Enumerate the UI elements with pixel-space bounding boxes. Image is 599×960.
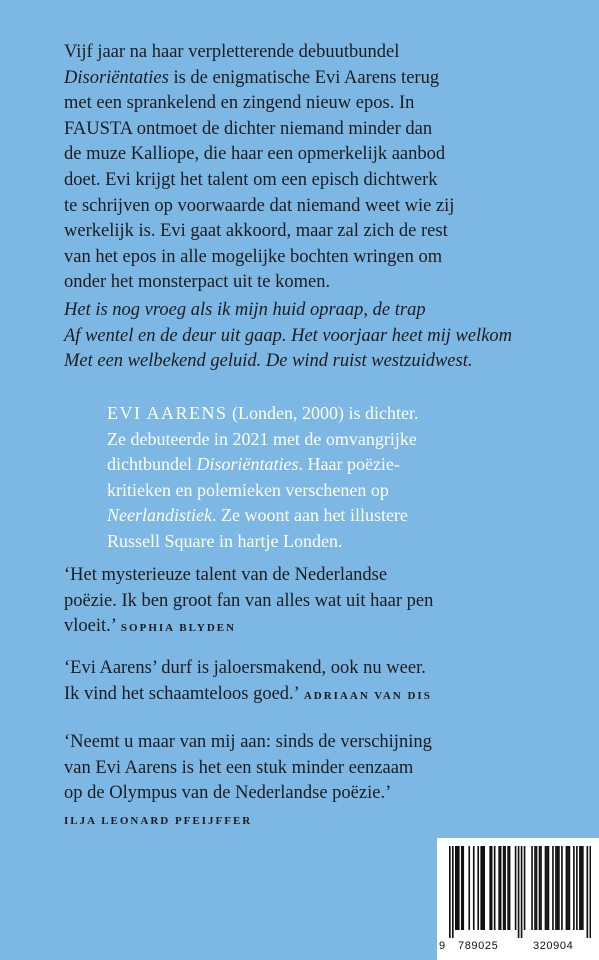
- quote-author: ILJA LEONARD PFEIJFFER: [64, 814, 253, 827]
- bio-line: EVI AARENS (Londen, 2000) is dichter.: [107, 403, 419, 423]
- isbn-group-2: 320904: [533, 940, 574, 952]
- isbn-barcode: [437, 838, 599, 960]
- book-title-italic: Disoriëntaties: [64, 67, 169, 88]
- book-title-italic: Disoriëntaties: [196, 454, 299, 475]
- barcode-bar: [587, 846, 589, 938]
- barcode-bar: [576, 846, 578, 930]
- barcode-bars-icon: [449, 846, 591, 938]
- barcode-bar: [534, 846, 536, 930]
- barcode-bar: [494, 846, 496, 930]
- journal-title-italic: Neerlandistiek: [107, 505, 212, 526]
- barcode-bar: [509, 846, 511, 930]
- barcode-bar: [462, 846, 464, 930]
- quote-line: van Evi Aarens is het een stuk minder eenzaam: [64, 757, 414, 778]
- author-bio: [107, 401, 547, 555]
- quote-line: ‘Het mysterieuze talent van de Nederlandse: [64, 565, 388, 585]
- barcode-bar: [558, 846, 560, 930]
- blurb-line: werkelijk is. Evi gaat akkoord, maar zal zich de rest: [64, 221, 448, 242]
- bio-line: Russell Square in hartje Londen.: [107, 530, 343, 551]
- barcode-bar: [458, 846, 460, 930]
- poem-excerpt: [64, 298, 534, 375]
- barcode-bar: [555, 846, 557, 930]
- bio-line: Ze debuteerde in 2021 met de omvangrijke: [107, 428, 417, 449]
- bio-line: Neerlandistiek. Ze woont aan het illustere: [107, 505, 408, 526]
- barcode-bar: [539, 846, 541, 930]
- barcode-bar: [546, 846, 548, 930]
- review-quote: [64, 563, 534, 642]
- barcode-bar: [507, 846, 509, 930]
- barcode-bar: [503, 846, 505, 930]
- quote-line: ‘Neemt u maar van mij aan: sinds de verschijning: [64, 732, 432, 752]
- barcode-bar: [548, 846, 550, 930]
- blurb-line: van het epos in alle mogelijke bochten wringen om: [64, 246, 443, 267]
- blurb-line: Disoriëntaties is de enigmatische Evi Aarens terug: [64, 67, 440, 88]
- barcode-bar: [536, 846, 538, 930]
- author-name: EVI AARENS: [107, 403, 228, 423]
- barcode-bar: [500, 846, 502, 930]
- blurb-line: Vijf jaar na haar verpletterende debuutbundel: [64, 42, 400, 62]
- review-quote: [64, 730, 534, 834]
- quote-author: ADRIAAN VAN DIS: [303, 689, 432, 702]
- blurb-line: de muze Kalliope, die haar een opmerkelijk aanbod: [64, 144, 446, 165]
- isbn-group-1: 789025: [458, 940, 499, 952]
- barcode-bar: [521, 846, 523, 938]
- poem-line: Met een welbekend geluid. De wind ruist westzuidwest.: [64, 351, 473, 372]
- barcode-bar: [504, 846, 506, 930]
- poem-line: Het is nog vroeg als ik mijn huid opraap, de trap: [64, 300, 426, 320]
- barcode-bar: [449, 846, 451, 938]
- barcode-bar: [452, 846, 454, 938]
- quote-line: poëzie. Ik ben groot fan van alles wat uit haar pen: [64, 590, 434, 611]
- barcode-bar: [579, 846, 581, 930]
- blurb-line: doet. Evi krijgt het talent om een episch dichtwerk: [64, 169, 438, 190]
- barcode-bar: [531, 846, 533, 930]
- quote-line: Ik vind het schaamteloos goed.’ ADRIAAN VAN DIS: [64, 683, 432, 704]
- barcode-bar: [468, 846, 470, 930]
- barcode-bar: [473, 846, 475, 930]
- barcode-bar: [582, 846, 584, 930]
- barcode-bar: [590, 846, 591, 938]
- barcode-bar: [491, 846, 493, 930]
- poem-line: Af wentel en de deur uit gaap. Het voorjaar heet mij welkom: [64, 325, 513, 346]
- barcode-bar: [581, 846, 583, 930]
- barcode-bar: [552, 846, 554, 930]
- quote-line: vloeit.’ SOPHIA BLYDEN: [64, 616, 237, 637]
- bio-line: dichtbundel Disoriëntaties. Haar poëzie-: [107, 454, 400, 475]
- barcode-bar: [455, 846, 457, 930]
- barcode-bar: [498, 846, 500, 930]
- barcode-bar: [515, 846, 517, 930]
- barcode-bar: [540, 846, 542, 930]
- barcode-bar: [489, 846, 491, 930]
- barcode-bar: [480, 846, 482, 930]
- barcode-bar: [461, 846, 463, 930]
- quote-author: SOPHIA BLYDEN: [120, 622, 237, 635]
- blurb-line: te schrijven op voorwaarde dat niemand weet wie zij: [64, 195, 455, 216]
- isbn-first-digit: 9: [439, 940, 446, 952]
- barcode-bar: [482, 846, 484, 930]
- blurb-line: FAUSTA ontmoet de dichter niemand minder dan: [64, 118, 433, 139]
- bio-line: kritieken en polemieken verschenen op: [107, 479, 389, 500]
- barcode-bar: [569, 846, 571, 930]
- barcode-bar: [524, 846, 526, 930]
- quote-line: ‘Evi Aarens’ durf is jaloersmakend, ook nu weer.: [64, 658, 426, 678]
- review-quote: [64, 656, 534, 709]
- blurb-line: onder het monsterpact uit te komen.: [64, 272, 331, 293]
- barcode-bar: [573, 846, 575, 930]
- blurb-paragraph: [64, 40, 534, 296]
- barcode-bar: [483, 846, 485, 930]
- barcode-bar: [561, 846, 563, 930]
- quote-line: op de Olympus van de Nederlandse poëzie.’: [64, 783, 392, 804]
- barcode-bar: [477, 846, 479, 930]
- barcode-bar: [518, 846, 520, 938]
- barcode-bar: [566, 846, 568, 930]
- barcode-bar: [557, 846, 559, 930]
- barcode-bar: [567, 846, 569, 930]
- blurb-line: met een sprankelend en zingend nieuw epos. In: [64, 93, 415, 114]
- barcode-bar: [456, 846, 458, 930]
- barcode-bar: [545, 846, 547, 930]
